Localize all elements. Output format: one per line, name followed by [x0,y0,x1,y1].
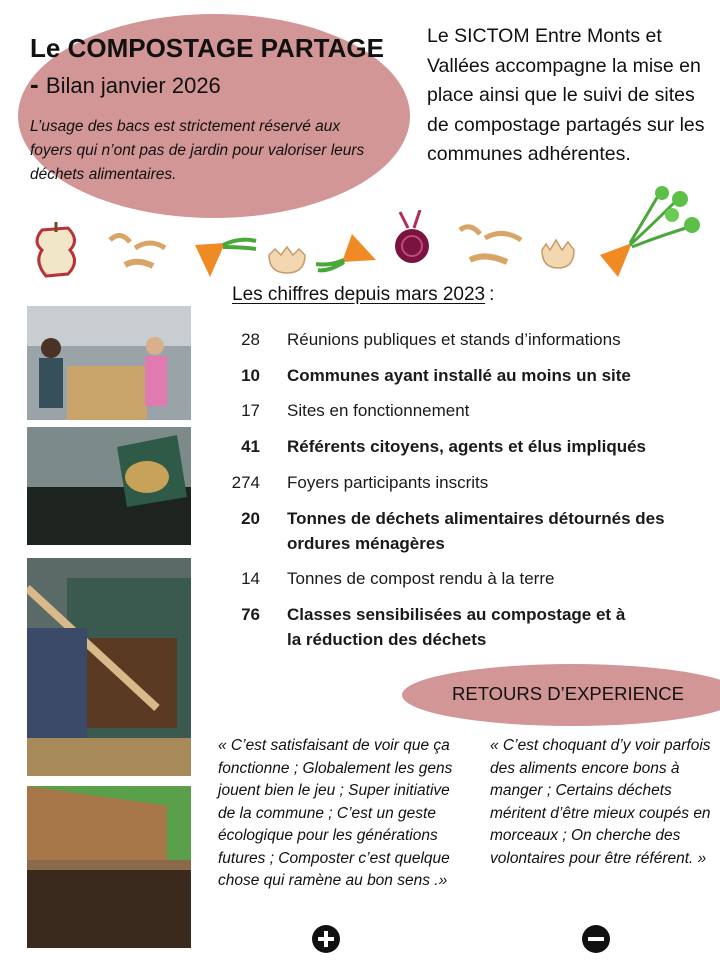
title-sub: Bilan janvier 2026 [45,73,221,98]
stat-label: Réunions publiques et stands d’informations [287,330,621,349]
plus-circle-icon [311,924,341,954]
stat-value: 17 [241,401,260,420]
stat-label: Foyers participants inscrits [287,473,489,492]
eggshell-icon-2 [538,230,578,270]
stat-value: 14 [241,569,260,588]
stats-heading-text: Les chiffres depuis mars 2023 [232,284,486,305]
positive-feedback: « C’est satisfaisant de voir que ça fonctionne ; Globalement les gens jouent bien le jeu ; Super initiative de la commune ; C’est un geste écologique pour les générations futures ; Composter c’est quelque chose qui ramène au bon sens .» [218,737,453,889]
big-carrot-icon [592,185,702,280]
photo-stand [27,306,191,420]
carrot-icon-2 [312,230,382,275]
stat-label: Communes ayant installé au moins un site [287,366,631,385]
peel-icon-2 [455,222,535,270]
stats-heading [232,284,494,306]
photo-turning-compost [27,558,191,776]
stat-label: Tonnes de déchets alimentaires détournés des ordures ménagères [287,509,665,553]
vegetable-illustrations [20,180,720,280]
subtitle: L’usage des bacs est strictement réservé aux foyers qui n’ont pas de jardin pour valoriser leurs déchets alimentaires. [30,118,365,183]
title-main: Le COMPOSTAGE PARTAGE - [30,33,384,99]
stat-value: 41 [241,437,260,456]
stat-label: Tonnes de compost rendu à la terre [287,569,555,588]
negative-feedback: « C’est choquant d’y voir parfois des aliments encore bons à manger ; Certains déchets méritent d’être mieux coupés en morceaux ; On cherche des volontaires pour être référent. » [490,737,711,867]
stats-heading-colon: : [489,284,495,305]
photo-bin [27,427,191,545]
stat-value: 28 [241,330,260,349]
stat-label: Sites en fonctionnement [287,401,470,420]
stat-label: Référents citoyens, agents et élus impliqués [287,437,647,456]
minus-circle-icon [581,924,611,954]
stat-value: 10 [241,366,260,385]
stat-value: 20 [241,509,260,528]
stat-value: 76 [241,605,260,624]
stat-value: 274 [231,473,260,492]
carrot-icon [190,235,260,280]
eggshell-icon [265,235,310,275]
feedback-heading: RETOURS D’EXPERIENCE [452,683,684,704]
intro-text: Le SICTOM Entre Monts et Vallées accompagne la mise en place ainsi que le suivi de sites de compostage partagés sur les communes adhérentes. [427,25,705,165]
apple-core-icon [28,220,84,282]
stat-label: Classes sensibilisées au compostage et à la réduction des déchets [287,605,626,649]
peel-icon [105,230,175,275]
page-title [30,30,390,104]
beet-icon [390,210,435,268]
photo-compost-box [27,786,191,948]
